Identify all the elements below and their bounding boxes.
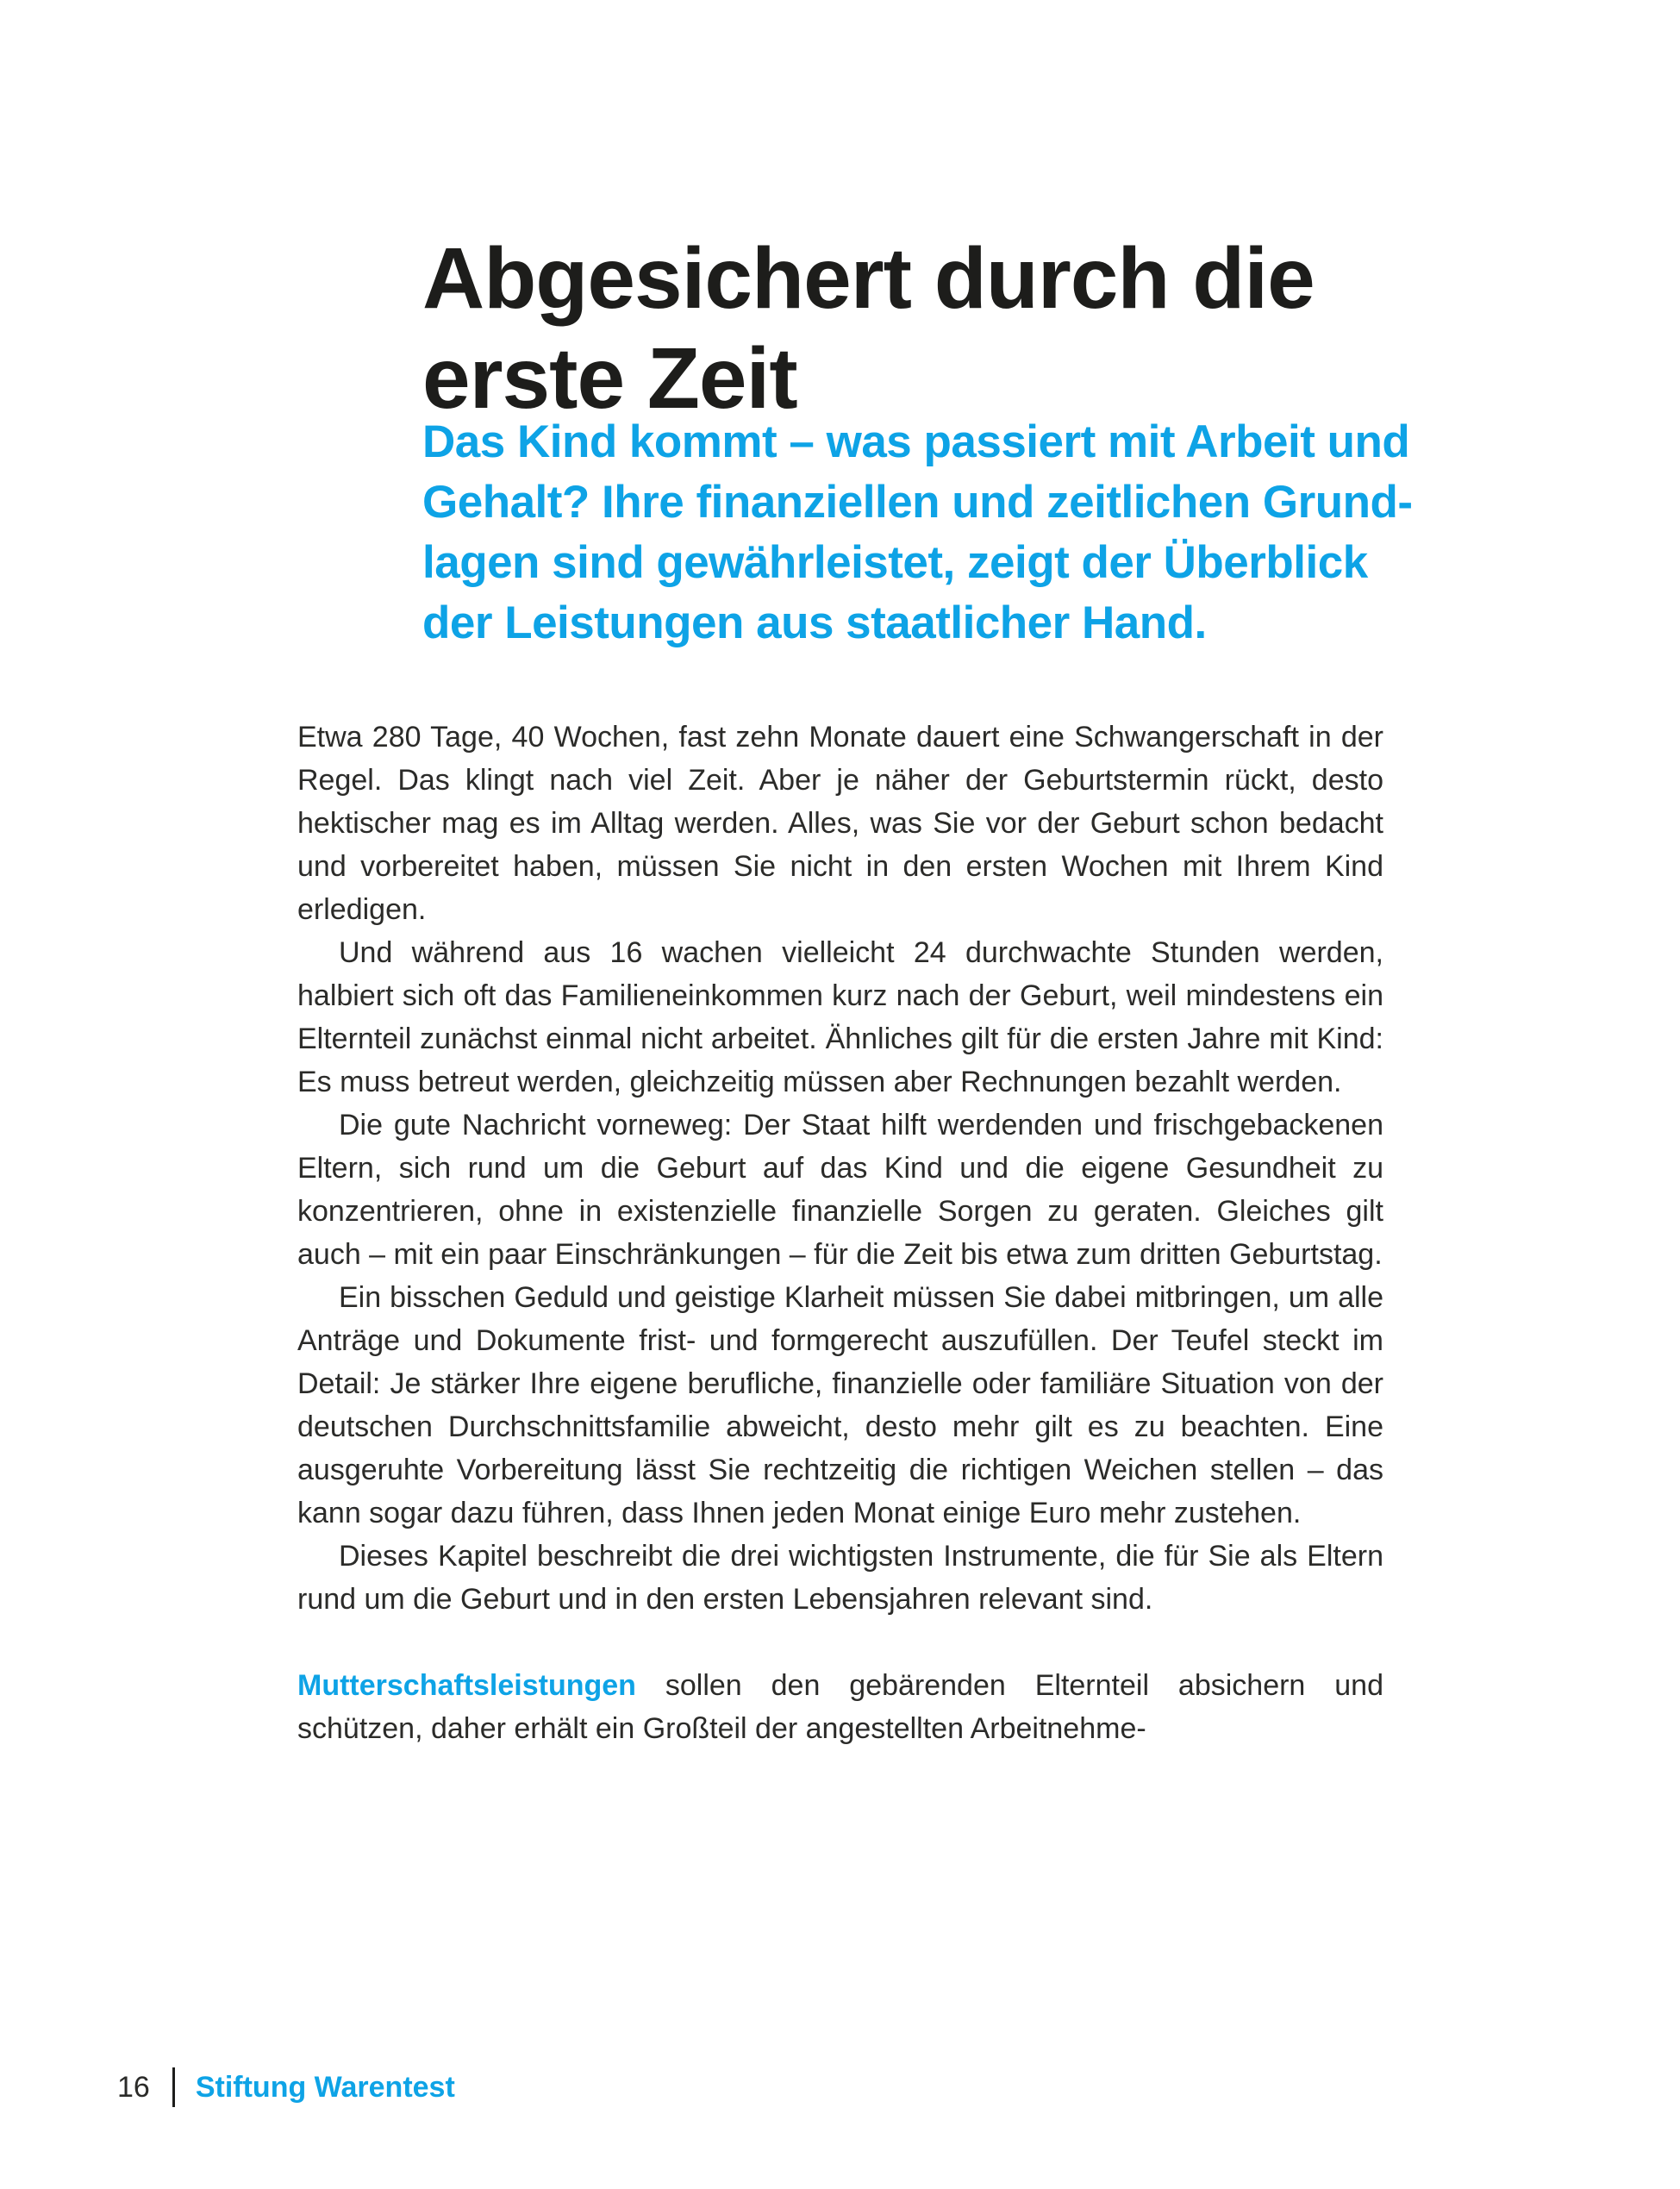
body-copy: [297, 716, 1383, 1750]
body-paragraph: Ein bisschen Geduld und geistige Klarheit müssen Sie dabei mitbringen, um alle Anträge und Dokumente frist- und formgerecht auszufüllen. Der Teufel steckt im Detail: Je stärker Ihre eigene berufliche, finanzielle oder familiäre Situation von der deutschen Durchschnittsfamilie abweicht, desto mehr gilt es zu beachten. Eine ausgeruhte Vorbereitung lässt Sie rechtzeitig die richtigen Weichen stellen – das kann sogar dazu führen, dass Ihnen jeden Monat einige Euro mehr zustehen.: [297, 1281, 1383, 1529]
lead-term: Mutterschaftsleistungen: [297, 1669, 636, 1702]
chapter-title-line: erste Zeit: [422, 330, 797, 427]
footer-divider: [172, 2067, 175, 2107]
lede-line: Das Kind kommt – was passiert mit Arbeit und: [422, 416, 1410, 467]
body-paragraph: Und während aus 16 wachen vielleicht 24 durchwachte Stunden werden, halbiert sich oft das Familieneinkommen kurz nach der Geburt, weil mindestens ein Elternteil zunächst einmal nicht arbeitet. Ähnliches gilt für die ersten Jahre mit Kind: Es muss betreut werden, gleichzeitig müssen aber Rechnungen bezahlt werden.: [297, 936, 1383, 1098]
body-paragraph: Etwa 280 Tage, 40 Wochen, fast zehn Monate dauert eine Schwangerschaft in der Regel. Das klingt nach viel Zeit. Aber je näher der Geburtstermin rückt, desto hektischer mag es im Alltag werden. Alles, was Sie vor der Geburt schon bedacht und vorbereitet haben, müssen Sie nicht in den ersten Wochen mit Ihrem Kind erledigen.: [297, 721, 1383, 926]
chapter-title-line: Abgesichert durch die: [422, 230, 1315, 327]
lede-line: der Leistungen aus staatlicher Hand.: [422, 597, 1207, 648]
lede-line: Gehalt? Ihre finanziellen und zeitlichen Grund-: [422, 477, 1413, 528]
brand-name: Stiftung Warentest: [195, 2071, 455, 2104]
chapter-lede: [422, 412, 1412, 654]
body-paragraph-lead: [297, 1664, 1383, 1750]
page-footer: [117, 2066, 455, 2109]
body-paragraph: Dieses Kapitel beschreibt die drei wichtigsten Instrumente, die für Sie als Eltern rund um die Geburt und in den ersten Lebensjahren relevant sind.: [297, 1540, 1383, 1616]
page-number: 16: [117, 2071, 150, 2104]
lead-paragraph-text: sollen den gebärenden Elternteil absichern und schützen, daher erhält ein Großteil der angestellten Arbeitnehme-: [297, 1669, 1383, 1745]
chapter-title: [422, 228, 1315, 428]
lede-line: lagen sind gewährleistet, zeigt der Überblick: [422, 537, 1368, 588]
body-paragraph: Die gute Nachricht vorneweg: Der Staat hilft werdenden und frischgebackenen Eltern, sich rund um die Geburt auf das Kind und die eigene Gesundheit zu konzentrieren, ohne in existenzielle finanzielle Sorgen zu geraten. Gleiches gilt auch – mit ein paar Einschränkungen – für die Zeit bis etwa zum dritten Geburtstag.: [297, 1109, 1383, 1271]
